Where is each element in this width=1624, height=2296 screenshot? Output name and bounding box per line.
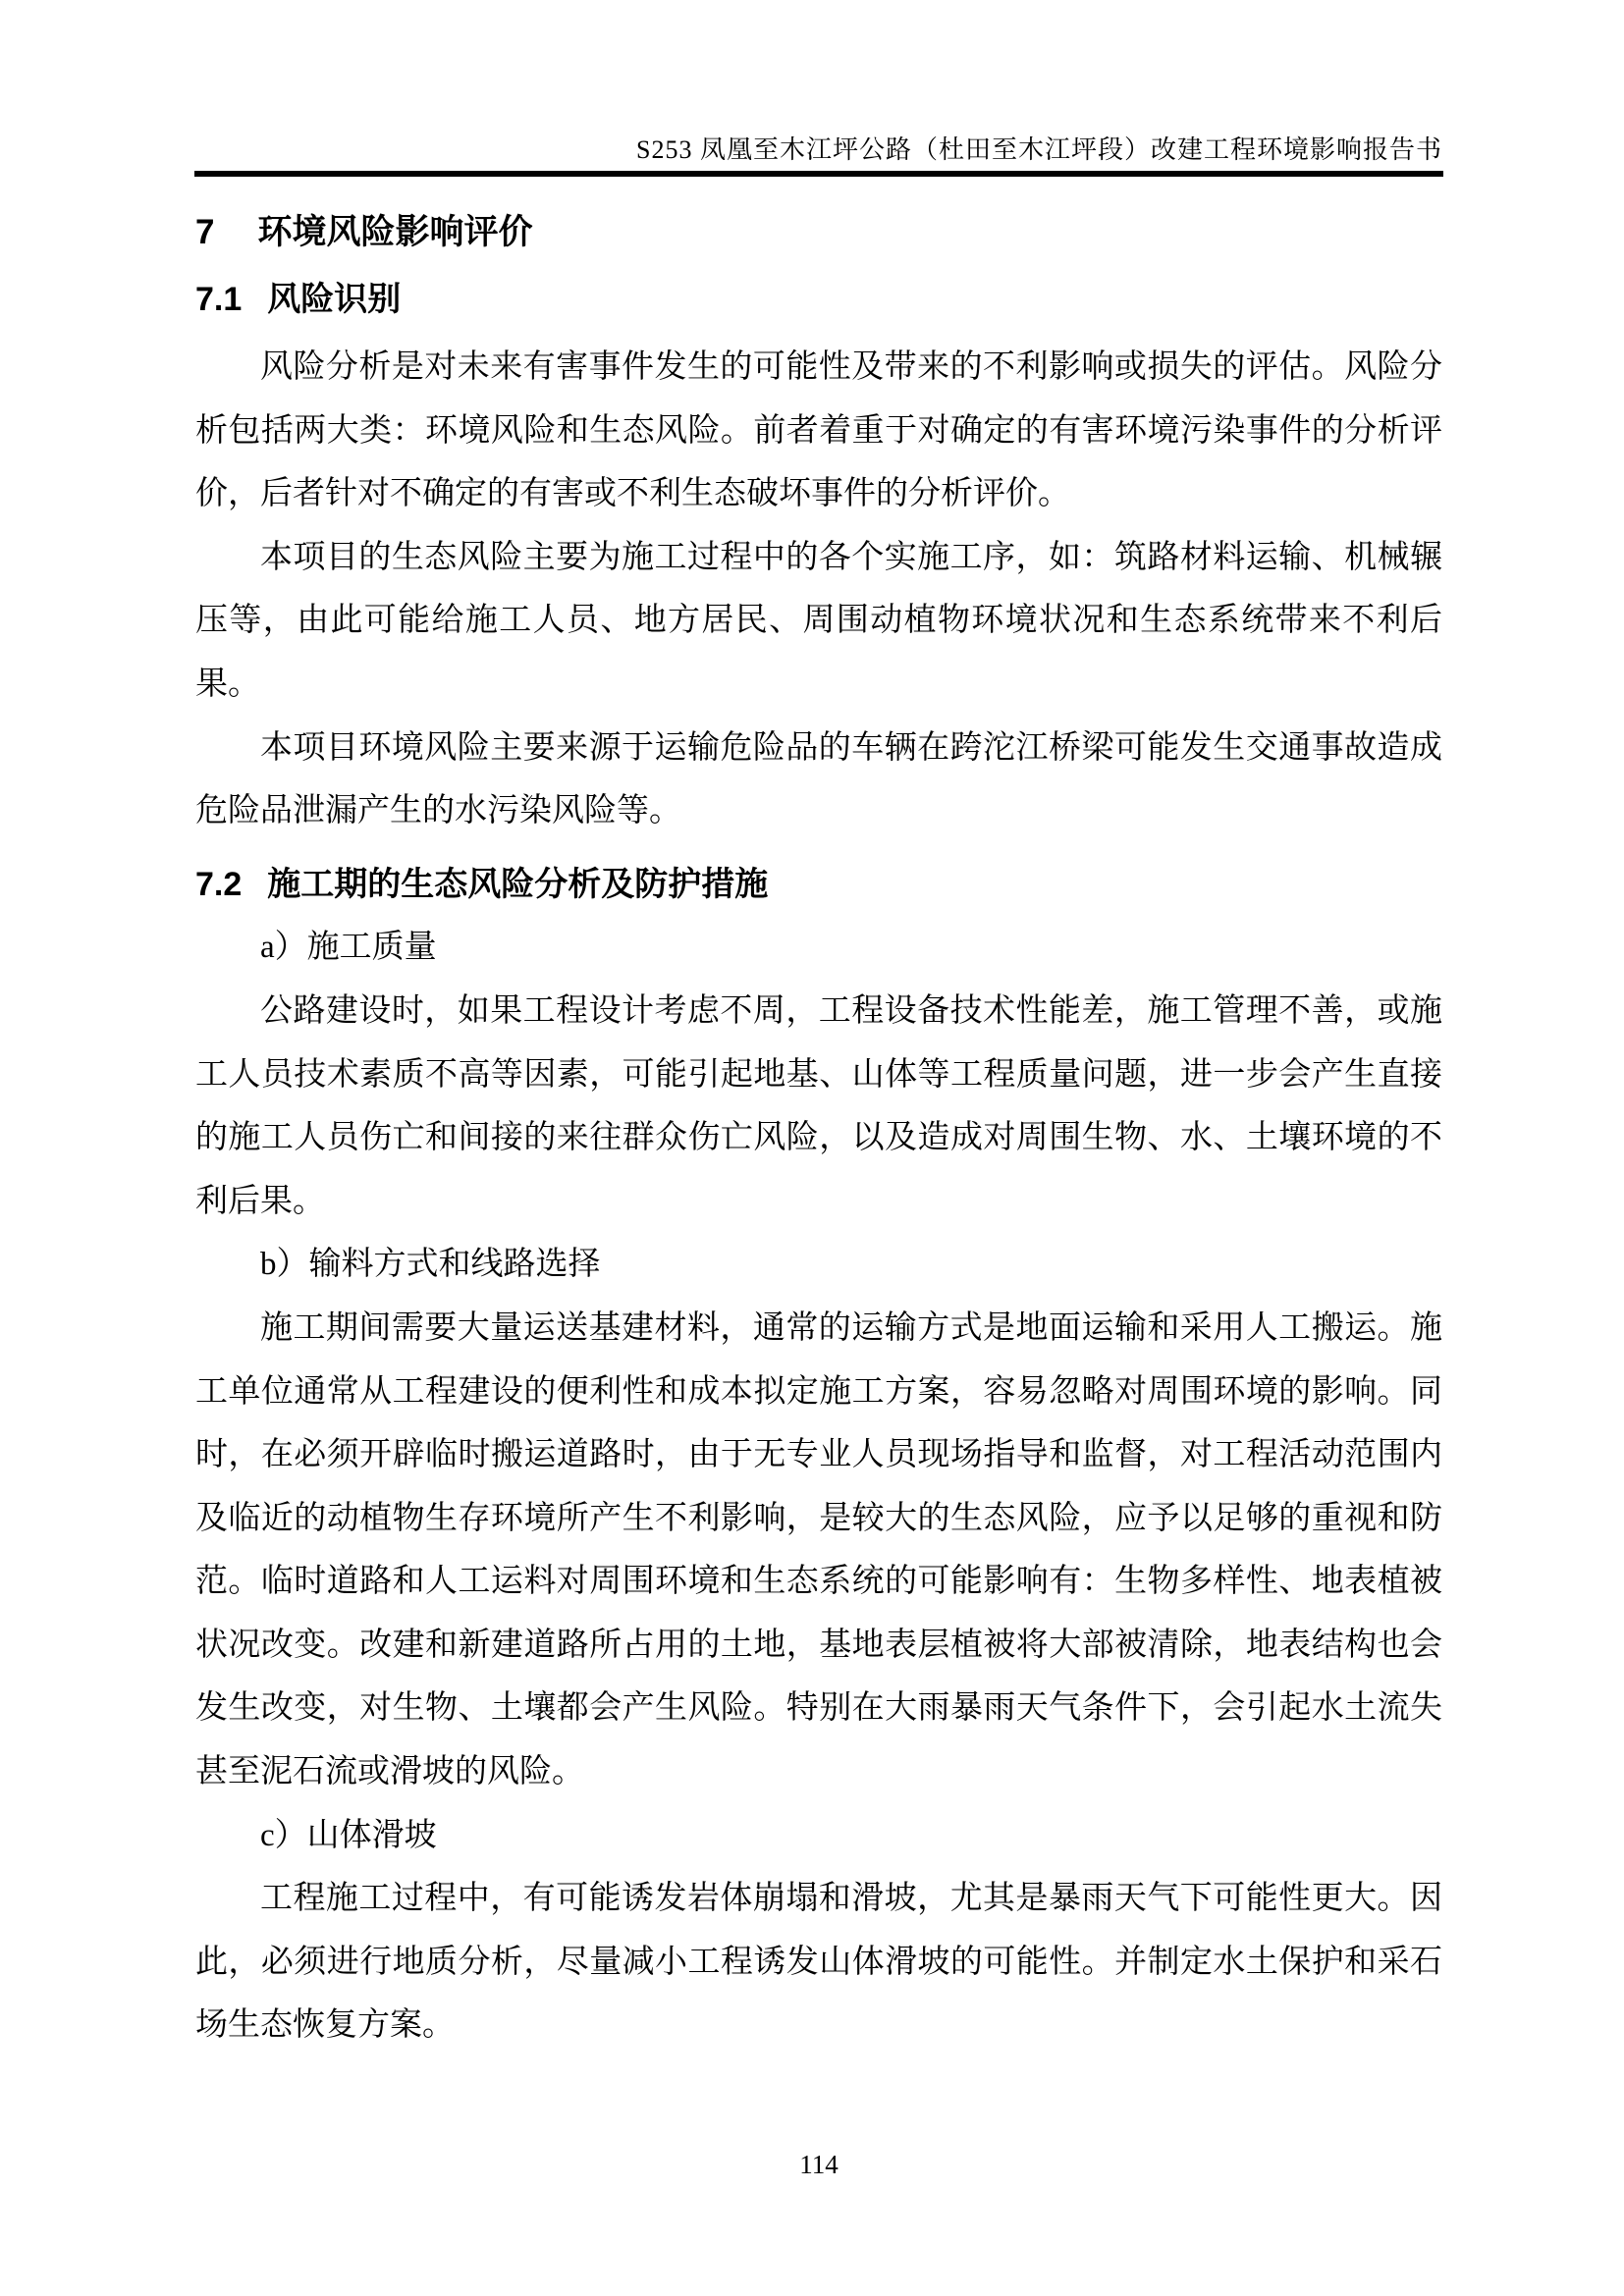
paragraph-material-transport: 施工期间需要大量运送基建材料，通常的运输方式是地面运输和采用人工搬运。施工单位通常从工程建设的便利性和成本拟定施工方案，容易忽略对周围环境的影响。同时，在必须开辟临时搬运道路时，由于无专业人员现场指导和监督，对工程活动范围内及临近的动植物生存环境所产生不利影响，是较大的生态风险，应予以足够的重视和防范。临时道路和人工运料对周围环境和生态系统的可能影响有：生物多样性、地表植被状况改变。改建和新建道路所占用的土地，基地表层植被将大部被清除，地表结构也会发生改变，对生物、土壤都会产生风险。特别在大雨暴雨天气条件下，会引起水土流失甚至泥石流或滑坡的风险。: [195, 1309, 1442, 1790]
section-heading-7-2: [195, 853, 1442, 917]
paragraph-risk-analysis-definition: 风险分析是对未来有害事件发生的可能性及带来的不利影响或损失的评估。风险分析包括两大类：环境风险和生态风险。前者着重于对确定的有害环境污染事件的分析评价，后者针对不确定的有害或不利生态破坏事件的分析评价。: [195, 349, 1442, 512]
section-title: 环境风险影响评价: [257, 213, 533, 251]
paragraph-ecological-risk-sources: 本项目的生态风险主要为施工过程中的各个实施工序，如：筑路材料运输、机械辗压等，由此可能给施工人员、地方居民、周围动植物环境状况和生态系统带来不利后果。: [195, 539, 1442, 702]
list-item-a-construction-quality: a）施工质量: [260, 930, 437, 966]
page-number: 114: [799, 2150, 839, 2179]
list-item-b-material-transport: b）输料方式和线路选择: [260, 1247, 601, 1283]
header-rule: [194, 171, 1443, 177]
paragraph-landslide: 工程施工过程中，有可能诱发岩体崩塌和滑坡，尤其是暴雨天气下可能性更大。因此，必须进行地质分析，尽量减小工程诱发山体滑坡的可能性。并制定水土保护和采石场生态恢复方案。: [195, 1881, 1442, 2044]
section-number: 7.1: [195, 281, 243, 318]
list-item-c-landslide: c）山体滑坡: [260, 1817, 437, 1853]
section-title: 风险识别: [267, 281, 402, 318]
document-body: [195, 179, 1442, 2057]
section-number: 7.2: [195, 865, 243, 903]
section-heading-7: [195, 198, 1442, 267]
section-heading-7-1: [195, 267, 1442, 332]
paragraph-environmental-risk-sources: 本项目环境风险主要来源于运输危险品的车辆在跨沱江桥梁可能发生交通事故造成危险品泄漏产生的水污染风险等。: [195, 729, 1442, 829]
section-number: 7: [195, 213, 215, 251]
running-header-title: S253 凤凰至木江坪公路（杜田至木江坪段）改建工程环境影响报告书: [636, 135, 1442, 164]
section-title: 施工期的生态风险分析及防护措施: [267, 865, 769, 903]
paragraph-construction-quality: 公路建设时，如果工程设计考虑不周，工程设备技术性能差，施工管理不善，或施工人员技术素质不高等因素，可能引起地基、山体等工程质量问题，进一步会产生直接的施工人员伤亡和间接的来往群众伤亡风险，以及造成对周围生物、水、土壤环境的不利后果。: [195, 992, 1442, 1219]
